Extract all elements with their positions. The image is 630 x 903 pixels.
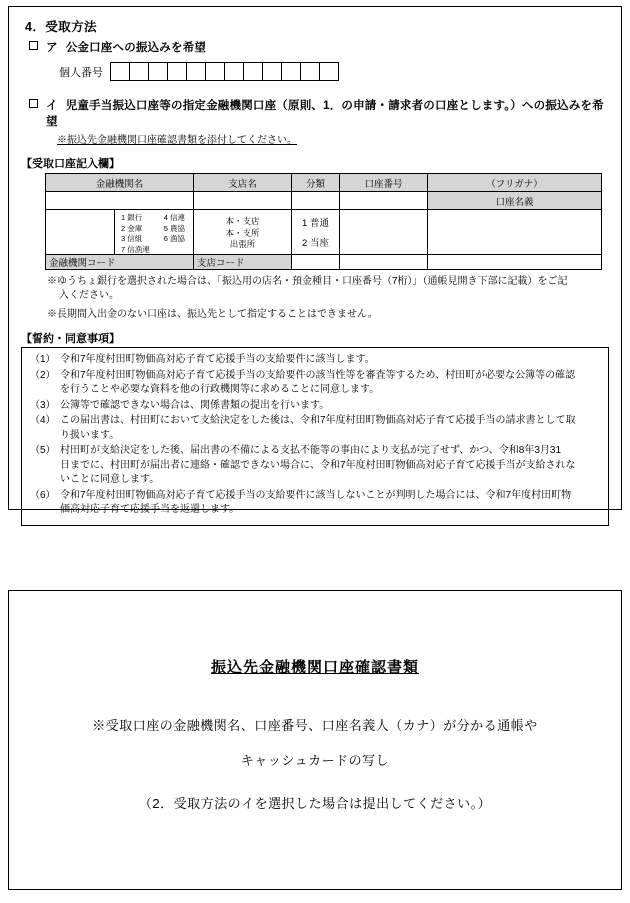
option-a-label [46, 39, 206, 55]
personal-number-cell[interactable] [148, 62, 168, 81]
section-number: 4． [25, 20, 46, 34]
branch-type-option[interactable]: 本・支店 [225, 216, 260, 227]
personal-number-cell[interactable] [224, 62, 244, 81]
header-branch-name: 支店名 [194, 174, 292, 192]
bank-code-label: 金融機関コード [46, 255, 194, 270]
pledge-text [60, 444, 600, 488]
branch-code-label: 支店コード [194, 255, 292, 270]
bank-type-option[interactable]: 6 漁協 [163, 234, 186, 243]
option-b-text: 児童手当振込口座等の指定金融機関口座（原則、1．の申請・請求者の口座とします。）への振込みを希望 [46, 100, 604, 128]
pledge-text [60, 369, 600, 398]
personal-number-label: 個人番号 [59, 66, 103, 79]
option-b-label [46, 97, 611, 129]
confirmation-document-line3: （2．受取方法のイを選択した場合は提出してください。） [138, 796, 492, 811]
personal-number-cell[interactable] [186, 62, 206, 81]
branch-type-option[interactable]: 出張所 [229, 239, 256, 250]
pledge-item [30, 489, 600, 518]
pledge-text [60, 414, 600, 443]
cell-bank-name[interactable] [46, 210, 194, 255]
pledge-line: この届出書は、村田町において支給決定をした後は、令和7年度村田町物価高対応子育て応援手当の請求書として取 [60, 415, 576, 426]
pledge-box [21, 347, 609, 526]
pledge-number: （4） [30, 415, 56, 426]
bank-type-option[interactable]: 3 信組 [121, 234, 143, 243]
pledge-text: 令和7年度村田町物価高対応子育て応援手当の支給要件に該当します。 [60, 354, 375, 365]
kind-option-touza[interactable]: 2 当座 [302, 238, 329, 249]
pledge-line: 令和7年度村田町物価高対応子育て応援手当の支給要件に該当しないことが判明した場合には、令和7年度村田町物 [60, 489, 572, 501]
checkbox-option-b[interactable] [29, 99, 38, 108]
branch-type-option[interactable]: 本・支所 [225, 227, 260, 238]
personal-number-cell[interactable] [319, 62, 339, 81]
note-yucho-line2: 入ください。 [59, 290, 119, 301]
note-yucho-line1: ※ゆうちょ銀行を選択された場合は、「振込用の店名・預金種目・口座番号（7桁）」（通帳見開き下部に記載）をご記 [47, 276, 568, 287]
pledge-item [30, 399, 600, 414]
pledge-number: （1） [30, 354, 56, 365]
cell-account-holder[interactable] [428, 210, 602, 255]
personal-number-field [59, 62, 611, 81]
personal-number-cell[interactable] [243, 62, 263, 81]
pledge-number: （6） [30, 489, 56, 501]
pledge-line: 日までに、村田町が届出者に連絡・確認できない場合に、令和7年度村田町物価高対応子育て応援手当が支給されな [60, 459, 576, 471]
confirmation-document-box [8, 590, 622, 890]
option-b-marker: イ [46, 100, 58, 112]
code-blank-cell [428, 255, 602, 270]
bank-type-option[interactable]: 4 信連 [163, 213, 186, 222]
bank-account-table [45, 173, 602, 270]
option-a-marker: ア [46, 42, 58, 54]
pledge-item [30, 353, 600, 368]
bank-section-heading: 【受取口座記入欄】 [21, 158, 120, 170]
pledge-number: （2） [30, 369, 56, 381]
pledge-line: いことに同意します。 [60, 474, 160, 485]
confirmation-document-line2: キャッシュカードの写し [240, 753, 390, 768]
pledge-heading: 【誓約・同意事項】 [21, 333, 120, 345]
header-account-number: 口座番号 [340, 174, 428, 192]
personal-number-cell[interactable] [205, 62, 225, 81]
checkbox-option-a[interactable] [29, 41, 38, 50]
cell-branch-name[interactable] [194, 210, 292, 255]
spacer-cell [46, 192, 194, 210]
bank-type-option[interactable]: 1 銀行 [121, 213, 143, 222]
code-blank-cell [292, 255, 340, 270]
personal-number-cell[interactable] [167, 62, 187, 81]
confirmation-document-line1: ※受取口座の金融機関名、口座番号、口座名義人（カナ）が分かる通帳や [92, 718, 538, 733]
option-b-note: ※振込先金融機関口座確認書類を添付してください。 [57, 135, 297, 146]
table-header-row [46, 174, 602, 192]
header-furigana: （フリガナ） [428, 174, 602, 192]
receipt-method-section [8, 6, 622, 515]
pledge-item [30, 369, 600, 398]
personal-number-cell[interactable] [262, 62, 282, 81]
section-title [25, 17, 611, 35]
pledge-number: （5） [30, 445, 56, 456]
personal-number-cell[interactable] [281, 62, 301, 81]
spacer-cell [292, 192, 340, 210]
personal-number-grid[interactable] [111, 62, 339, 81]
option-b-row[interactable] [29, 97, 611, 129]
note-dormant-account: ※長期間入出金のない口座は、振込先として指定することはできません。 [47, 309, 378, 320]
spacer-cell [194, 192, 292, 210]
kind-option-futsuu[interactable]: 1 普通 [302, 218, 329, 229]
pledge-line: を行うことや必要な資料を他の行政機関等に求めることに同意します。 [60, 384, 380, 395]
pledge-text [60, 489, 600, 518]
confirmation-document-title: 振込先金融機関口座確認書類 [210, 659, 419, 676]
pledge-item [30, 444, 600, 488]
bank-type-option[interactable]: 7 信漁連 [121, 244, 150, 254]
table-body-row[interactable] [46, 210, 602, 255]
option-a-text: 公金口座への振込みを希望 [65, 42, 207, 54]
cell-account-number[interactable] [340, 210, 428, 255]
cell-kind[interactable] [292, 210, 340, 255]
table-code-row[interactable] [46, 255, 602, 270]
personal-number-cell[interactable] [300, 62, 320, 81]
pledge-line: 令和7年度村田町物価高対応子育て応援手当の支給要件の該当性等を審査等するため、村田町が必要な公簿等の確認 [60, 369, 576, 381]
personal-number-cell[interactable] [129, 62, 149, 81]
personal-number-cell[interactable] [110, 62, 130, 81]
pledge-line: 村田町が支給決定をした後、届出書の不備による支払不能等の事由により支払が完了せず、かつ、令和8年3月31 [60, 445, 562, 456]
pledge-text: 公簿等で確認できない場合は、関係書類の提出を行います。 [60, 399, 330, 411]
header-kind: 分類 [292, 174, 340, 192]
header-bank-name: 金融機関名 [46, 174, 194, 192]
option-a-row[interactable] [29, 39, 611, 55]
pledge-line: り扱います。 [60, 429, 120, 441]
pledge-line: 価高対応子育て応援手当を返還します。 [60, 504, 240, 515]
section-title-text: 受取方法 [45, 20, 97, 34]
pledge-number: （3） [30, 399, 56, 411]
code-blank-cell [340, 255, 428, 270]
bank-type-option[interactable]: 5 農協 [163, 223, 186, 233]
pledge-item [30, 414, 600, 443]
bank-type-option[interactable]: 2 金庫 [121, 223, 143, 233]
spacer-cell [340, 192, 428, 210]
table-header-row-2 [46, 192, 602, 210]
header-account-holder: 口座名義 [428, 192, 602, 210]
